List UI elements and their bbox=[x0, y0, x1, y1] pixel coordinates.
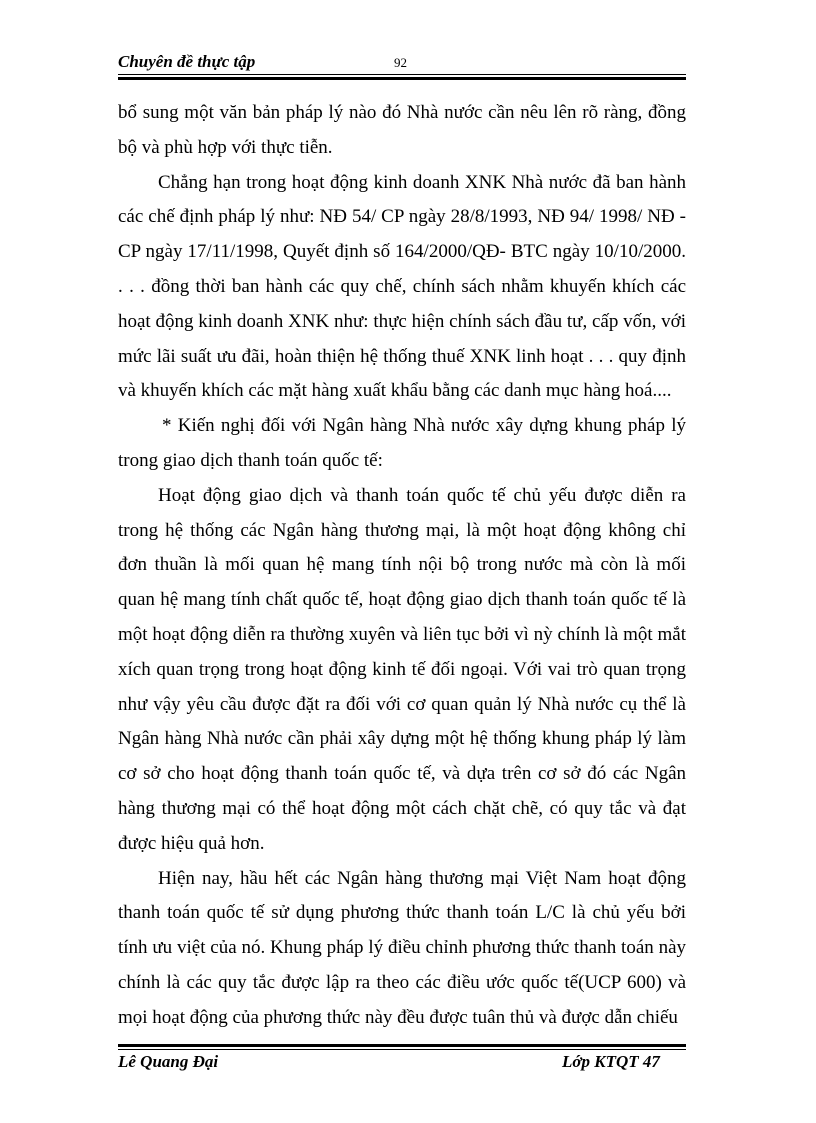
page-footer bbox=[118, 1052, 686, 1076]
footer-author: Lê Quang Đại bbox=[118, 1052, 219, 1071]
page-number: 92 bbox=[394, 55, 407, 70]
paragraph-example: Chẳng hạn trong hoạt động kinh doanh XNK Nhà nước đã ban hành các chế định pháp lý như: NĐ 54/ CP ngày 28/8/1993, NĐ 94/ 1998/ NĐ - CP ngày 17/11/1998, Quyết định số 164/2000/QĐ- BTC ngày 10/10/2000. . . . đồng thời ban hành các quy chế, chính sách nhằm khuyến khích các hoạt động kinh doanh XNK như: thực hiện chính sách đầu tư, cấp vốn, với mức lãi suất ưu đãi, hoàn thiện hệ thống thuế XNK linh hoạt . . . quy định và khuyến khích các mặt hàng xuất khẩu bằng các danh mục hàng hoá.... bbox=[118, 171, 686, 402]
body-text bbox=[118, 96, 686, 1036]
header-rule-thin bbox=[118, 74, 686, 75]
paragraph-recommendation-heading: * Kiến nghị đối với Ngân hàng Nhà nước xây dựng khung pháp lý trong giao dịch thanh toán quốc tế: bbox=[118, 415, 686, 471]
footer-rule-thick bbox=[118, 1044, 686, 1047]
header-rule-thick bbox=[118, 77, 686, 80]
page-header bbox=[118, 52, 686, 76]
paragraph-payment-activity: Hoạt động giao dịch và thanh toán quốc tế chủ yếu được diễn ra trong hệ thống các Ngân hàng thương mại, là một hoạt động không chỉ đơn thuần là mối quan hệ mang tính nội bộ trong nước mà còn là mối quan hệ mang tính chất quốc tế, hoạt động giao dịch thanh toán quốc tế là một hoạt động diễn ra thường xuyên và liên tục bởi vì nỳ chính là một mắt xích quan trọng trong hoạt động kinh tế đối ngoại. Với vai trò quan trọng như vậy yêu cầu được đặt ra đối với cơ quan quản lý Nhà nước cụ thể là Ngân hàng Nhà nước cần phải xây dựng một hệ thống khung pháp lý làm cơ sở cho hoạt động thanh toán quốc tế, và dựa trên cơ sở đó các Ngân hàng thương mại có thể hoạt động một cách chặt chẽ, có quy tắc và đạt được hiệu quả hơn. bbox=[118, 484, 686, 854]
footer-rule-thin bbox=[118, 1049, 686, 1050]
footer-class: Lớp KTQT 47 bbox=[562, 1052, 660, 1071]
header-title: Chuyên đề thực tập bbox=[118, 52, 256, 71]
paragraph-lc-method: Hiện nay, hầu hết các Ngân hàng thương mại Việt Nam hoạt động thanh toán quốc tế sử dụng phương thức thanh toán L/C là chủ yếu bởi tính ưu việt của nó. Khung pháp lý điều chỉnh phương thức thanh toán này chính là các quy tắc được lập ra theo các điều ước quốc tế(UCP 600) và mọi hoạt động của phương thức này đều được tuân thủ và được dẫn chiếu bbox=[118, 867, 686, 1028]
paragraph-continuation: bổ sung một văn bản pháp lý nào đó Nhà nước cần nêu lên rõ ràng, đồng bộ và phù hợp với thực tiễn. bbox=[118, 102, 686, 158]
